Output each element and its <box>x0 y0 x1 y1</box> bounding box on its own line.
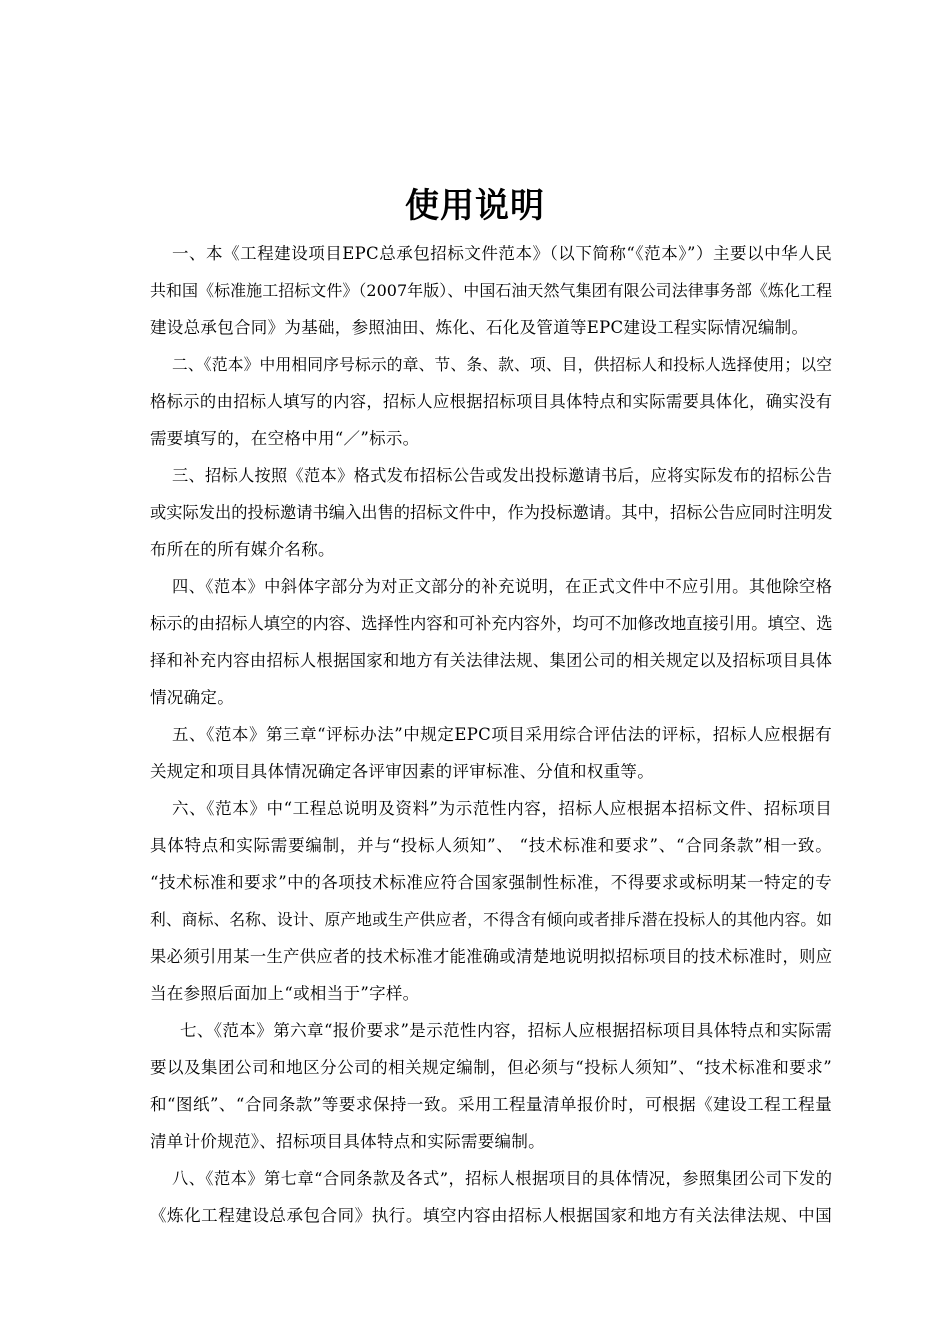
paragraph-8-line-1: 八、《范本》第七章“合同条款及各式”，招标人根据项目的具体情况，参照集团公司下发的 <box>172 1169 832 1188</box>
paragraph-4-line-3: 择和补充内容由招标人根据国家和地方有关法律法规、集团公司的相关规定以及招标项目具体 <box>150 651 832 670</box>
paragraph-1-line-2: 共和国《标准施工招标文件》（2007年版）、中国石油天然气集团有限公司法律事务部《炼化工程 <box>150 281 832 300</box>
paragraph-3-line-1: 三、招标人按照《范本》格式发布招标公告或发出投标邀请书后，应将实际发布的招标公告 <box>172 466 832 485</box>
paragraph-7-line-1: 七、《范本》第六章“报价要求”是示范性内容，招标人应根据招标项目具体特点和实际需 <box>180 1021 832 1040</box>
paragraph-8-line-2: 《炼化工程建设总承包合同》执行。填空内容由招标人根据国家和地方有关法律法规、中国 <box>150 1206 832 1225</box>
page-title: 使用说明 <box>405 186 545 226</box>
paragraph-4-line-1: 四、《范本》中斜体字部分为对正文部分的补充说明，在正式文件中不应引用。其他除空格 <box>172 577 832 596</box>
paragraph-2-line-1: 二、《范本》中用相同序号标示的章、节、条、款、项、目，供招标人和投标人选择使用；以空 <box>172 355 832 374</box>
paragraph-2-line-2: 格标示的由招标人填写的内容，招标人应根据招标项目具体特点和实际需要具体化，确实没有 <box>150 392 832 411</box>
paragraph-2-line-3: 需要填写的，在空格中用“／”标示。 <box>150 429 420 448</box>
paragraph-4-line-2: 标示的由招标人填空的内容、选择性内容和可补充内容外，均可不加修改地直接引用。填空、选 <box>150 614 833 633</box>
paragraph-6-line-4: 利、商标、名称、设计、原产地或生产供应者，不得含有倾向或者排斥潜在投标人的其他内容。如 <box>150 910 832 929</box>
paragraph-5-line-2: 关规定和项目具体情况确定各评审因素的评审标准、分值和权重等。 <box>150 762 654 781</box>
paragraph-6-line-1: 六、《范本》中“工程总说明及资料”为示范性内容，招标人应根据本招标文件、招标项目 <box>172 799 832 818</box>
paragraph-6-line-6: 当在参照后面加上“或相当于”字样。 <box>150 984 420 1003</box>
paragraph-6-line-2: 具体特点和实际需要编制，并与“投标人须知”、 “技术标准和要求”、“合同条款”相一致。 <box>150 836 832 855</box>
paragraph-6-line-5: 果必须引用某一生产供应者的技术标准才能准确或清楚地说明拟招标项目的技术标准时，则应 <box>150 947 832 966</box>
paragraph-3-line-3: 布所在的所有媒介名称。 <box>150 540 335 559</box>
paragraph-1-line-3: 建设总承包合同》为基础，参照油田、炼化、石化及管道等EPC建设工程实际情况编制。 <box>150 318 809 337</box>
paragraph-7-line-3: 和“图纸”、“合同条款”等要求保持一致。采用工程量清单报价时，可根据《建设工程工程量 <box>150 1095 832 1114</box>
paragraph-1-line-1: 一、本《工程建设项目EPC总承包招标文件范本》（以下简称“《范本》”）主要以中华人民 <box>172 244 832 263</box>
paragraph-4-line-4: 情况确定。 <box>150 688 234 707</box>
paragraph-6-line-3: “技术标准和要求”中的各项技术标准应符合国家强制性标准，不得要求或标明某一特定的专 <box>150 873 832 892</box>
paragraph-3-line-2: 或实际发出的投标邀请书编入出售的招标文件中，作为投标邀请。其中，招标公告应同时注明发 <box>150 503 833 522</box>
paragraph-7-line-2: 要以及集团公司和地区分公司的相关规定编制，但必须与“投标人须知”、“技术标准和要求” <box>150 1058 832 1077</box>
paragraph-5-line-1: 五、《范本》第三章“评标办法”中规定EPC项目采用综合评估法的评标，招标人应根据有 <box>172 725 832 744</box>
paragraph-7-line-4: 清单计价规范》、招标项目具体特点和实际需要编制。 <box>150 1132 545 1151</box>
